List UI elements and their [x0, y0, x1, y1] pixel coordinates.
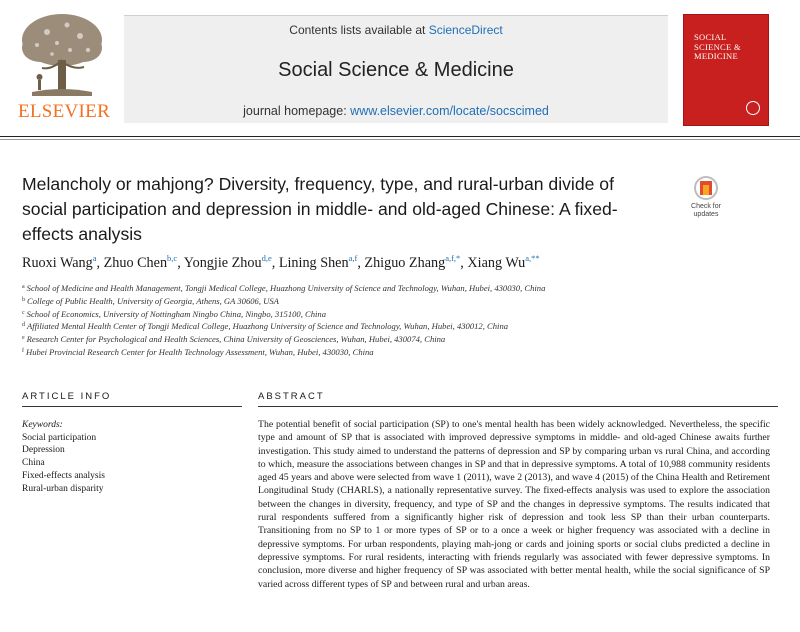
affiliation-key: f	[22, 347, 24, 354]
article-title: Melancholy or mahjong? Diversity, frequency, type, and rural-urban divide of social participation and depression in middle- and old-aged Chinese: A fixed-effects analysis	[22, 174, 618, 244]
keyword-item[interactable]: China	[22, 458, 45, 469]
affiliation-text: Hubei Provincial Research Center for Health Technology Assessment, Wuhan, Hubei, 430030, China	[26, 346, 374, 357]
contents-line	[124, 23, 668, 37]
journal-banner	[124, 15, 668, 123]
author-affiliation-marker[interactable]: a,f,*	[445, 253, 461, 263]
homepage-link[interactable]: www.elsevier.com/locate/socscimed	[350, 104, 549, 118]
cover-seal-icon	[746, 101, 760, 115]
keywords-block	[22, 419, 242, 495]
journal-cover-thumbnail[interactable]	[683, 14, 769, 126]
check-for-updates-button[interactable]	[686, 176, 726, 216]
sciencedirect-link[interactable]: ScienceDirect	[428, 23, 503, 37]
keyword-item[interactable]: Depression	[22, 445, 65, 456]
affiliation-key: b	[22, 296, 25, 303]
affiliation-text: College of Public Health, University of Georgia, Athens, GA 30606, USA	[27, 295, 279, 306]
affiliation-key: a	[22, 284, 25, 290]
abstract-rule	[258, 406, 778, 407]
bookmark-ribbon-icon	[700, 181, 712, 195]
affiliation-item	[22, 320, 762, 333]
keyword-item[interactable]: Fixed-effects analysis	[22, 470, 105, 481]
elsevier-wordmark: ELSEVIER	[17, 101, 111, 122]
author-affiliation-marker[interactable]: d,e	[261, 253, 272, 263]
keyword-item[interactable]: Rural-urban disparity	[22, 483, 104, 494]
contents-prefix: Contents lists available at	[289, 23, 429, 37]
affiliation-text: Affiliated Mental Health Center of Tongji Medical College, Huazhong University of Science and Technology, Wuhan, Hubei, 430012, China	[27, 321, 509, 332]
author-name[interactable]: Zhiguo Zhang	[364, 255, 446, 271]
affiliation-item	[22, 333, 762, 346]
affiliation-item	[22, 346, 762, 359]
affiliation-item	[22, 282, 762, 295]
affiliation-key: e	[22, 335, 25, 342]
keywords-label: Keywords:	[22, 420, 63, 430]
affiliation-text: School of Medicine and Health Management, Tongji Medical College, Huazhong University of Science and Technology, Wuhan, Hubei, 430030, China	[26, 283, 546, 293]
affiliation-list	[22, 282, 762, 359]
author-affiliation-marker[interactable]: b,c	[167, 253, 178, 263]
journal-header	[0, 0, 800, 150]
journal-title: Social Science & Medicine	[278, 59, 514, 81]
affiliation-text: School of Economics, University of Nottingham Ningbo China, Ningbo, 315100, China	[26, 308, 327, 319]
header-divider-thin	[0, 139, 800, 140]
article-info-heading: ARTICLE INFO	[22, 391, 112, 402]
header-divider	[0, 136, 800, 137]
affiliation-key: c	[22, 309, 25, 316]
affiliation-text: Research Center for Psychological and Health Sciences, China University of Geosciences, Wuhan, Hubei, 430074, China	[26, 334, 446, 345]
author-name[interactable]: Zhuo Chen	[103, 255, 168, 271]
affiliation-item	[22, 308, 762, 321]
keyword-item[interactable]: Social participation	[22, 432, 97, 443]
author-name[interactable]: Yongjie Zhou	[183, 255, 262, 271]
author-name[interactable]: Lining Shen	[278, 255, 349, 271]
article-info-rule	[22, 406, 242, 407]
homepage-line	[124, 104, 668, 118]
author-affiliation-marker[interactable]: a	[92, 253, 97, 263]
abstract-heading: ABSTRACT	[258, 391, 325, 402]
author-name[interactable]: Ruoxi Wang	[22, 255, 93, 271]
check-updates-label: Check for updates	[691, 203, 721, 218]
cover-title: SOCIAL SCIENCE & MEDICINE	[694, 32, 741, 61]
affiliation-key: d	[22, 322, 25, 329]
author-list: Ruoxi Wang$^a$, Zhuo Chen$^{b,c}$, Yongjie Zhou$^{d,e}$, Lining Shen$^{a,f}$, Zhiguo Zhang$^{a,f,*}$, Xiang $Wu^{a,**}$	[22, 253, 540, 271]
author-name[interactable]: Xiang Wu	[467, 255, 526, 271]
abstract-text: The potential benefit of social participation (SP) to one's mental health has been widely acknowledged. Nevertheless, the specific type and amount of SP that is associated with improved depressive symptoms in middle- and old-aged Chinese awaits further investigation. This study aimed to understand the patterns of depression and SP by comparing urban vs rural China, and according to which, measure the associations between changes in SP and that in depressive symptoms. A total of 10,988 community residents aged 45 years and above were selected from wave 1 (2011), wave 2 (2013), and wave 4 (2015) of the China Health and Retirement Longitudinal Study (CHARLS), a nationally representative survey. The fixed-effects analysis was used to explore the association between the changes in diversity, frequency, and type of SP and the changes in depressive symptoms. The results indicated that rural respondents suffered from a significantly higher risk of depression and took less SP than their urban counterparts. Transitioning from no SP to 1 or more types of SP or to a once a week or higher frequency was associated with a decline in depressive symptoms. For urban respondents, playing mah-jong or cards and joining sports or social clubs predicted a decline in depressive symptoms. For rural residents, interacting with friends regularly was associated with fewer depressive symptoms. In conclusion, more diverse and higher frequency of SP was associated with better mental health, while the social significance of SP varied across different types of SP and between rural and urban areas.	[258, 419, 770, 590]
author-affiliation-marker[interactable]: a,f	[348, 253, 358, 263]
author-affiliation-marker[interactable]: a,**	[525, 253, 540, 263]
affiliation-item	[22, 295, 762, 308]
homepage-prefix: journal homepage:	[243, 104, 351, 118]
